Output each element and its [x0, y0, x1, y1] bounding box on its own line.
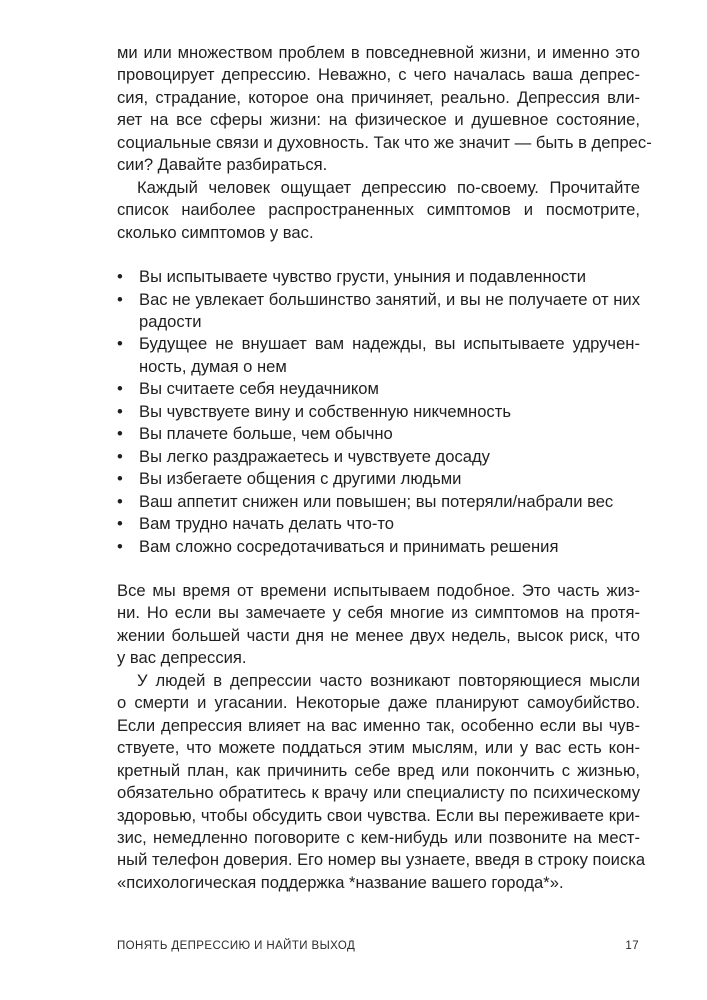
text-line: ми или множеством проблем в повседневной жизни, и именно это [117, 43, 640, 62]
list-item-text: Вы легко раздражаетесь и чувствуете досаду [139, 446, 490, 466]
list-item [117, 266, 640, 288]
text-line: ствуете, что можете поддаться этим мыслям, или у вас есть кон- [117, 738, 640, 758]
paragraph-intro [117, 42, 652, 177]
list-item [117, 491, 640, 513]
bullet-marker: • [117, 491, 123, 511]
text-line: ни. Но если вы замечаете у себя многие из симптомов на протя- [117, 603, 640, 623]
text-line: сия, страдание, которое она причиняет, реально. Депрессия вли- [117, 87, 640, 107]
bullet-marker: • [117, 446, 123, 466]
paragraph-risk [117, 580, 640, 670]
text-line: социальные связи и духовность. Так что же значит — быть в депрес- [117, 132, 652, 152]
paragraph-symptoms-intro [117, 177, 640, 244]
text-line: яет на все сферы жизни: на физическое и душевное состояние, [117, 110, 640, 130]
list-item-text: Вам сложно сосредотачиваться и принимать решения [139, 536, 559, 556]
text-line: «психологическая поддержка *название вашего города*». [117, 872, 564, 892]
list-item-text: Вы чувствуете вину и собственную никчемность [139, 401, 511, 421]
text-line: сколько симптомов у вас. [117, 222, 314, 242]
text-line: у вас депрессия. [117, 648, 247, 668]
text-line: ный телефон доверия. Его номер вы узнаете, введя в строку поиска [117, 850, 646, 870]
list-item [117, 536, 640, 558]
list-item-text: ность, думая о нем [139, 356, 287, 376]
bullet-marker: • [117, 536, 123, 556]
list-item-text: Вам трудно начать делать что-то [139, 514, 394, 534]
paragraph-warning [117, 670, 646, 895]
text-line: жении большей части дня не менее двух недель, высок риск, что [117, 625, 640, 645]
bullet-marker: • [117, 424, 123, 444]
list-item-text: Вы избегаете общения с другими людьми [139, 469, 462, 489]
list-item [117, 513, 640, 535]
text-line: список наиболее распространенных симптомов и посмотрите, [117, 200, 640, 220]
text-line: здоровью, чтобы обсудить свои чувства. Если вы переживаете кри- [117, 805, 640, 825]
spacer [117, 558, 640, 580]
spacer [117, 244, 640, 266]
page-body [117, 42, 652, 894]
list-item [117, 333, 640, 378]
list-item [117, 468, 640, 490]
text-line: У людей в депрессии часто возникают повторяющиеся мысли [137, 670, 640, 690]
text-line: Каждый человек ощущает депрессию по-своему. Прочитайте [137, 177, 640, 197]
bullet-marker: • [117, 334, 123, 354]
list-item [117, 289, 640, 334]
list-item [117, 378, 640, 400]
text-line: обязательно обратитесь к врачу или специалисту по психическому [117, 783, 640, 803]
bullet-marker: • [117, 469, 123, 489]
list-item-text: Ваш аппетит снижен или повышен; вы потеряли/набрали вес [139, 491, 614, 511]
list-item-text: Будущее не внушает вам надежды, вы испытываете удручен- [139, 334, 640, 354]
text-line: кретный план, как причинить себе вред или покончить с жизнью, [117, 760, 640, 780]
list-item [117, 446, 640, 468]
text-line: о смерти и угасании. Некоторые даже планируют самоубийство. [117, 693, 640, 713]
bullet-marker: • [117, 514, 123, 534]
symptom-list [117, 266, 640, 558]
text-line: Все мы время от времени испытываем подобное. Это часть жиз- [117, 580, 640, 600]
running-title: ПОНЯТЬ ДЕПРЕССИЮ И НАЙТИ ВЫХОД [117, 940, 356, 952]
bullet-marker: • [117, 289, 123, 309]
page-number: 17 [625, 940, 639, 952]
list-item-text: Вы плачете больше, чем обычно [139, 424, 393, 444]
bullet-marker: • [117, 267, 123, 287]
list-item-text: радости [139, 311, 202, 331]
text-line: зис, немедленно поговорите с кем-нибудь или позвоните на мест- [117, 827, 640, 847]
list-item-text: Вы считаете себя неудачником [139, 379, 379, 399]
bullet-marker: • [117, 379, 123, 399]
list-item-text: Вы испытываете чувство грусти, уныния и подавленности [139, 267, 587, 287]
text-line: сии? Давайте разбираться. [117, 155, 328, 175]
list-item [117, 423, 640, 445]
text-line: Если депрессия влияет на вас именно так, особенно если вы чув- [117, 715, 640, 735]
list-item [117, 401, 640, 423]
bullet-marker: • [117, 401, 123, 421]
list-item-text: Вас не увлекает большинство занятий, и вы не получаете от них [139, 289, 640, 309]
text-line: провоцирует депрессию. Неважно, с чего началась ваша депрес- [117, 65, 640, 85]
